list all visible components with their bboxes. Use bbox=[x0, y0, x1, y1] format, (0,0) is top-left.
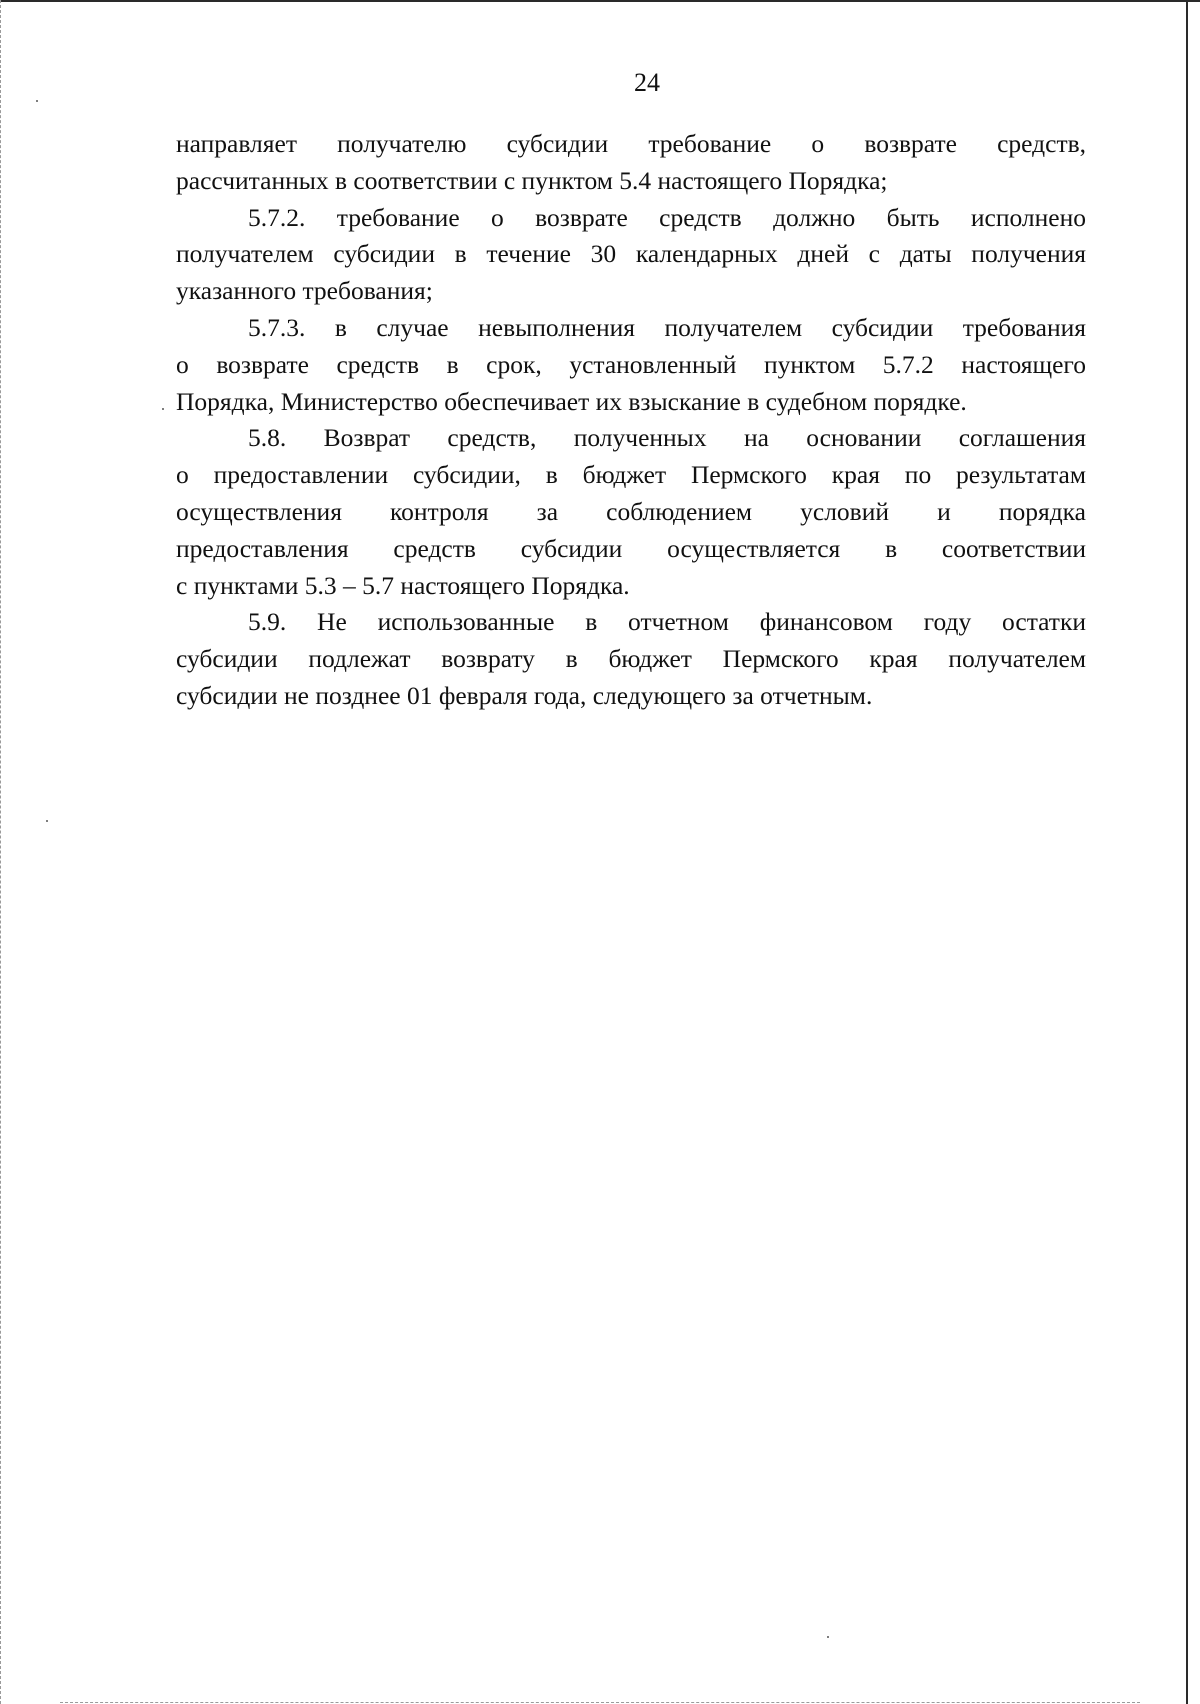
scan-speck bbox=[827, 1636, 829, 1638]
paragraph-5-7-3 bbox=[176, 310, 1086, 420]
scan-speck bbox=[46, 820, 48, 822]
text-line: о предоставлении субсидии, в бюджет Пермского края по результатам bbox=[176, 460, 1086, 490]
text-line: субсидии подлежат возврату в бюджет Пермского края получателем bbox=[176, 644, 1086, 674]
document-body bbox=[176, 126, 1086, 715]
page-number: 24 bbox=[634, 68, 660, 97]
text-line: осуществления контроля за соблюдением условий и порядка bbox=[176, 496, 1086, 526]
text-line: 5.9. Не использованные в отчетном финансовом году остатки bbox=[248, 607, 1086, 637]
text-line: предоставления средств субсидии осуществляется в соответствии bbox=[176, 533, 1086, 563]
paragraph-5-7-2 bbox=[176, 200, 1086, 310]
text-line: направляет получателю субсидии требование о возврате средств, bbox=[176, 129, 1086, 158]
text-line: 5.7.2. требование о возврате средств должно быть исполнено bbox=[248, 202, 1086, 232]
text-line: получателем субсидии в течение 30 календарных дней с даты получения bbox=[176, 239, 1086, 269]
paragraph-5-9 bbox=[176, 604, 1086, 714]
scan-border-bottom bbox=[60, 1701, 1140, 1703]
scan-border-right bbox=[1186, 0, 1188, 1704]
scan-speck bbox=[36, 100, 38, 102]
text-line: указанного требования; bbox=[176, 276, 433, 306]
paragraph-5-8 bbox=[176, 420, 1086, 604]
text-line: с пунктами 5.3 – 5.7 настоящего Порядка. bbox=[176, 570, 630, 600]
text-line: 5.8. Возврат средств, полученных на основании соглашения bbox=[248, 423, 1086, 453]
scan-border-top bbox=[0, 0, 1200, 2]
scan-border-left bbox=[0, 0, 2, 1704]
paragraph-continuation bbox=[176, 126, 1086, 200]
text-line: 5.7.3. в случае невыполнения получателем субсидии требования bbox=[248, 312, 1086, 342]
scan-speck bbox=[162, 408, 164, 410]
text-line: о возврате средств в срок, установленный пунктом 5.7.2 настоящего bbox=[176, 349, 1086, 379]
text-line: субсидии не позднее 01 февраля года, следующего за отчетным. bbox=[176, 680, 873, 710]
text-line: рассчитанных в соответствии с пунктом 5.4 настоящего Порядка; bbox=[176, 165, 888, 195]
text-line: Порядка, Министерство обеспечивает их взыскание в судебном порядке. bbox=[176, 386, 967, 416]
